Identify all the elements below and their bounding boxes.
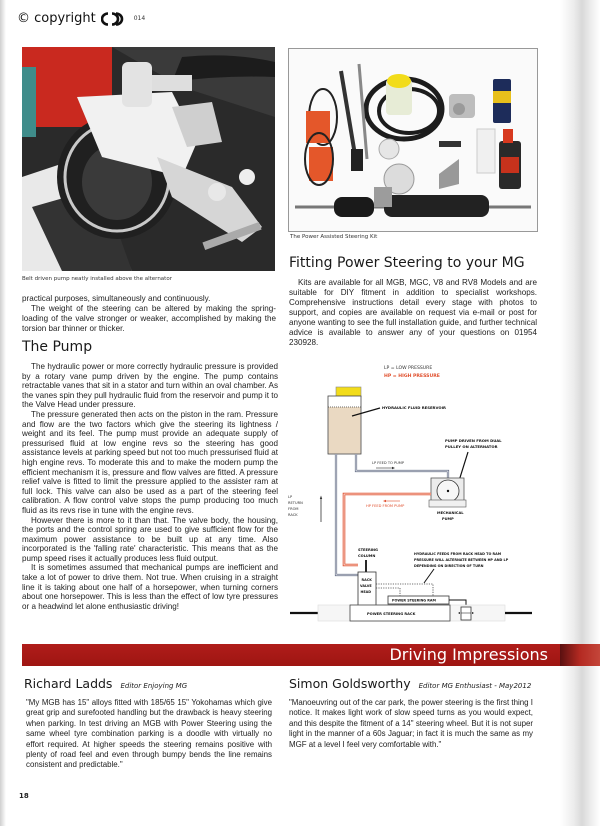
banner-title: Driving Impressions <box>389 645 548 664</box>
author-name: Richard Ladds <box>24 676 113 691</box>
banner-gutter-bleed <box>560 644 600 666</box>
impression-author <box>24 676 187 691</box>
power-steering-diagram <box>288 362 540 632</box>
pump-text <box>22 362 278 611</box>
lp-feed-pipe <box>356 454 448 478</box>
copyright-logo-icon <box>101 12 127 26</box>
steering-column-label-line: STEERING <box>358 548 379 552</box>
pump-heading: The Pump <box>22 339 93 355</box>
author-role: Editor MG Enthusiast - May2012 <box>418 682 532 690</box>
lp-return-label-line: FROM <box>288 507 299 511</box>
hydraulic-feeds-label-line: HYDRAULIC FEEDS FROM RACK HEAD TO RAM <box>414 552 502 556</box>
steering-column-label-line: COLUMN <box>358 554 376 558</box>
lp-return-label-line: LP <box>288 495 293 499</box>
ram-label: POWER STEERING RAM <box>392 598 436 603</box>
fitting-text <box>289 278 537 348</box>
legend-lp: LP = LOW PRESSURE <box>384 366 433 371</box>
mechanical-pump-label-line: MECHANICAL <box>437 511 464 515</box>
reservoir-label: HYDRAULIC FLUID RESERVOIR <box>382 405 446 410</box>
legend-hp: HP = HIGH PRESSURE <box>384 374 440 379</box>
intro-text <box>22 294 276 334</box>
pump-paragraph: However there is more to it than that. The valve body, the housing, the ports and the control spring are used to give sufficient flow for the maximum power assistance to be built up at any time. Also incorporated is the 'falling rate' characteristic. This means that as the pump speed rises it actually produces less fluid output. <box>22 515 278 563</box>
hydraulic-feeds-label-line: PRESSURE WILL ALTERNATE BETWEEN HP AND LP <box>414 558 509 562</box>
copyright-label: © copyright <box>17 11 96 26</box>
rack-valve-head-label-line: RACK <box>361 578 372 582</box>
copyright-suffix: 014 <box>133 15 146 22</box>
rack-valve-head-label-line: VALVE <box>360 584 372 588</box>
pump-paragraph: The hydraulic power or more correctly hydraulic pressure is provided by a rotary vane pump driven by the engine. The pump contains retractable vanes that sit in a stator and turn within an oval chamber. As the vanes spin they pull hydraulic fluid from the reservoir and pump it to the Valve Head under pressure. <box>22 362 278 410</box>
fitting-paragraph: Kits are available for all MGB, MGC, V8 and RV8 Models and are suitable for DIY fitment in addition to specialist workshops. Comprehensive instructions detail every stage with photos to support, and copies are available on request via e-mail or post for anyone wanting to see the full installation guide, and further technical advice is available to answer any of your questions on 01954 230928. <box>289 278 537 347</box>
page-edge-shadow <box>0 0 6 826</box>
pump-drive-label-line: PULLEY ON ALTERNATOR <box>445 444 498 449</box>
impression-author <box>289 676 531 691</box>
pump-paragraph: It is sometimes assumed that mechanical pumps are inefficient and take a lot of power to drive them. Not true. When cruising in a straight line it is taking about one half of a horsepower, when turning corners about one horsepower. This is less than the effect of low tyre pressures or a headwind let alone enthusiastic driving! <box>22 563 278 611</box>
lp-return-pipe <box>336 454 358 575</box>
steering-kit-photo <box>288 48 538 232</box>
intro-paragraph: practical purposes, simultaneously and continuously. <box>22 294 211 303</box>
copyright-notice <box>17 11 145 26</box>
reservoir-cap <box>336 387 361 397</box>
page-gutter <box>560 0 600 826</box>
hydraulic-feeds-label-line: DEPENDING ON DIRECTION OF TURN <box>414 564 484 568</box>
pump-paragraph: The pressure generated then acts on the piston in the ram. Pressure and flow are the two factors which give the steering its lightness / weight and its feel. The pump must provide an adequate supply of pressurised fluid at low engine revs so the steering has good assistance levels at parking speed but not too much pressurised fluid at high engine revs. To moderate this and to make the modern pump the efficient mechanism it is, pressure and flow valves are fitted. A pressure relief valve is fitted to limit the pressure applied to the assister ram at full lock. This valve can also be used as a part of the steering feel calibration. A flow control valve stops the pump producing too much fluid as its revs rise in tune with the engine revs. <box>22 409 278 515</box>
lp-return-label-line: RACK <box>288 513 298 517</box>
intro-paragraph: The weight of the steering can be altered by making the spring-loading of the valve stronger or weaker, accomplished by making the torsion bar thinner or thicker. <box>22 304 276 333</box>
page-number: 18 <box>19 792 29 800</box>
impression-quote: "My MGB has 15" alloys fitted with 185/65 15" Yokohamas which give great grip and surefooted handling but the drawback is heavy steering when parking. In test driving an MGB with Power Steering using the same wheel tyre combination parking is a doodle with virtually no effort required. At higher speeds the steering remains positive with plenty of road feel and even through bumpy bends the line remains consistent and predictable." <box>26 698 272 770</box>
rack-label: POWER STEERING RACK <box>367 612 416 616</box>
lp-return-label-line: RETURN <box>288 501 303 505</box>
fitting-heading: Fitting Power Steering to your MG <box>289 255 525 271</box>
mechanical-pump-label-line: PUMP <box>442 517 454 521</box>
rack-valve-head-label-line: HEAD <box>360 590 372 594</box>
author-role: Editor Enjoying MG <box>120 682 188 690</box>
reservoir-fluid <box>329 407 361 454</box>
driving-impressions-banner <box>22 644 560 666</box>
impression-quote: "Manoeuvring out of the car park, the power steering is the first thing I notice. It makes light work of slow speed turns as you would expect, and this despite the fitment of a 14" steering wheel. But it is not super light in the manner of a 60s Jaguar; in fact it is much the same as my MGF at a level I feel very comfortable with." <box>289 698 533 749</box>
hp-feed-label: HP FEED FROM PUMP <box>366 504 405 508</box>
pump-photo-caption: Belt driven pump neatly installed above the alternator <box>22 276 172 282</box>
steering-kit-caption: The Power Assisted Steering Kit <box>290 234 378 240</box>
pump-drive-label-line: PUMP DRIVEN FROM DUAL <box>445 438 502 443</box>
author-name: Simon Goldsworthy <box>289 676 411 691</box>
pump-photo <box>22 47 275 271</box>
lp-feed-label: LP FEED TO PUMP <box>372 461 405 465</box>
